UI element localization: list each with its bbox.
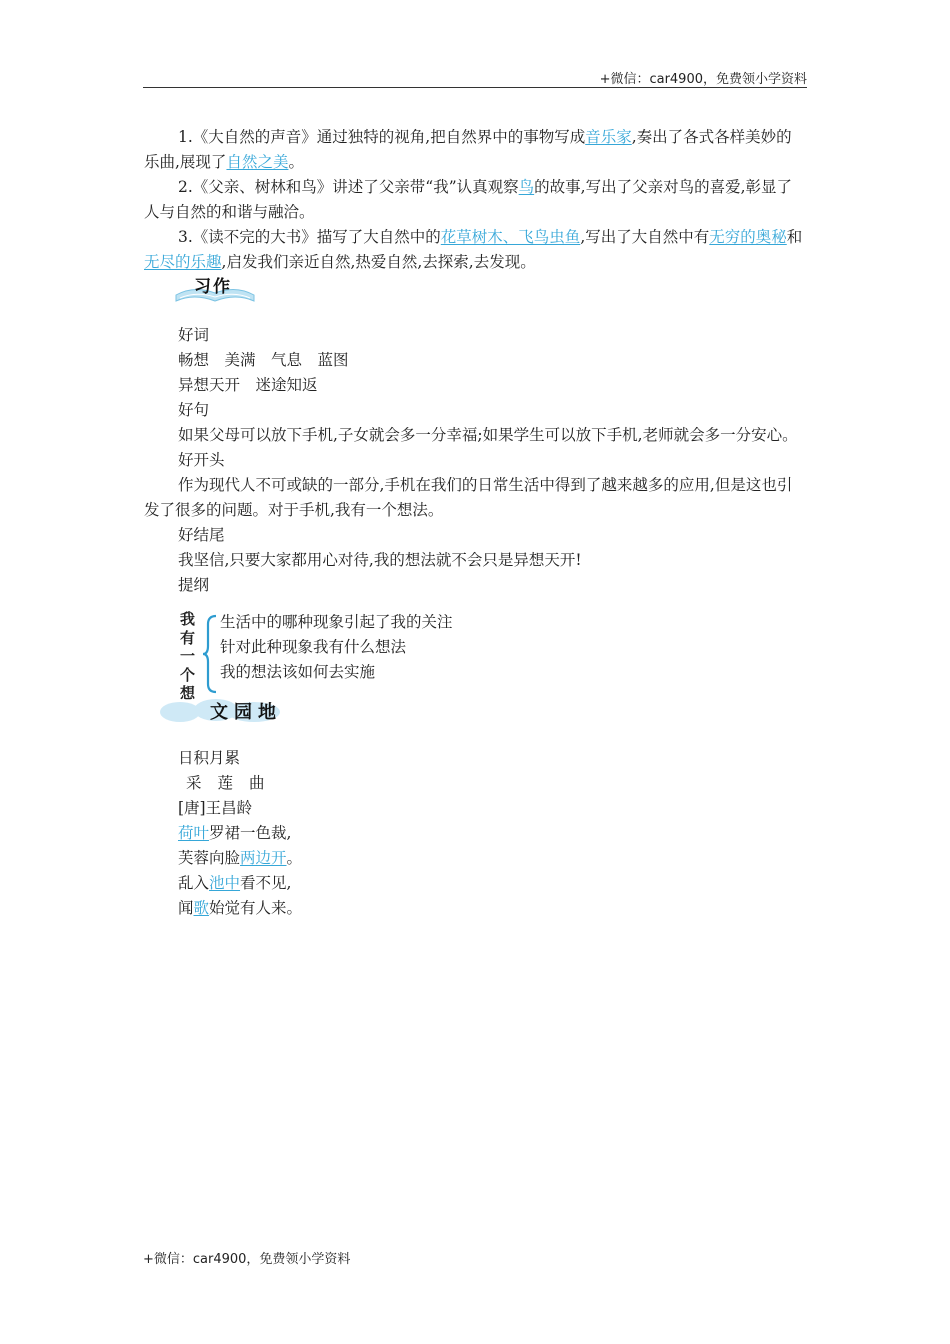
header-rule (143, 87, 807, 88)
answer-blank: 池中 (209, 874, 241, 892)
answer-blank: 两边开 (240, 849, 287, 867)
poem-line-4: 闻歌始觉有人来。 (178, 899, 303, 917)
page-footer: +微信：car4900，免费领小学资料 (143, 1252, 351, 1267)
answer-blank: 歌 (193, 899, 210, 917)
outline-item: 我的想法该如何去实施 (220, 663, 376, 681)
summary-paragraph-1: 1.《大自然的声音》通过独特的视角,把自然界中的事物写成音乐家,奏出了各式各样美妙的乐曲,展现了自然之美。 (144, 128, 792, 171)
poem-line-2: 芙蓉向脸两边开。 (178, 849, 303, 867)
outline-item: 生活中的哪种现象引起了我的关注 (220, 613, 453, 631)
outline-items (220, 610, 453, 685)
summary-paragraph-2: 2.《父亲、树林和鸟》讲述了父亲带“我”认真观察鸟的故事,写出了父亲对鸟的喜爱,彰显了人与自然的和谐与融洽。 (144, 178, 793, 221)
good-sentence: 如果父母可以放下手机,子女就会多一分幸福;如果学生可以放下手机,老师就会多一分安心。 (178, 426, 798, 444)
answer-blank: 无穷的奥秘 (709, 228, 787, 246)
good-ending: 我坚信,只要大家都用心对待,我的想法就不会只是异想天开! (178, 551, 582, 569)
answer-blank: 音乐家 (585, 128, 632, 146)
writing-banner-title: 习作 (194, 277, 232, 297)
outline-diagram (144, 610, 807, 723)
page-content (144, 125, 807, 921)
poem-line-1: 荷叶罗裙一色裁, (178, 824, 292, 842)
good-words-label: 好词 (178, 326, 210, 344)
good-words-line-1: 畅想 美满 气息 蓝图 (178, 351, 349, 369)
poem-title: 采莲曲 (186, 774, 281, 792)
good-opening-label: 好开头 (178, 451, 225, 469)
answer-blank: 鸟 (518, 178, 535, 196)
outline-item: 针对此种现象我有什么想法 (220, 638, 407, 656)
good-words-line-2: 异想天开 迷途知返 (178, 376, 318, 394)
outline-title: 我 有 一 个 想 (180, 610, 196, 702)
writing-banner (174, 275, 807, 315)
answer-blank: 自然之美 (226, 153, 289, 171)
good-sentence-label: 好句 (178, 401, 210, 419)
good-opening: 作为现代人不可或缺的一部分,手机在我们的日常生活中得到了越来越多的应用,但是这也引发了很多的问题。对于手机,我有一个想法。 (144, 476, 793, 519)
outline-label: 提纲 (178, 576, 210, 594)
page-header: +微信：car4900，免费领小学资料 (599, 72, 807, 87)
answer-blank: 荷叶 (178, 824, 210, 842)
answer-blank: 花草树木、飞鸟虫鱼 (440, 228, 581, 246)
poem-line-3: 乱入池中看不见, (178, 874, 292, 892)
poem-author: [唐]王昌龄 (178, 799, 253, 817)
garden-banner-title: 文园地 (210, 702, 282, 723)
accumulation-label: 日积月累 (178, 749, 241, 767)
outline-brace-icon (202, 614, 218, 694)
answer-blank: 无尽的乐趣 (144, 253, 222, 271)
good-ending-label: 好结尾 (178, 526, 225, 544)
summary-paragraph-3: 3.《读不完的大书》描写了大自然中的花草树木、飞鸟虫鱼,写出了大自然中有无穷的奥秘和无尽的乐趣,启发我们亲近自然,热爱自然,去探索,去发现。 (144, 228, 803, 271)
